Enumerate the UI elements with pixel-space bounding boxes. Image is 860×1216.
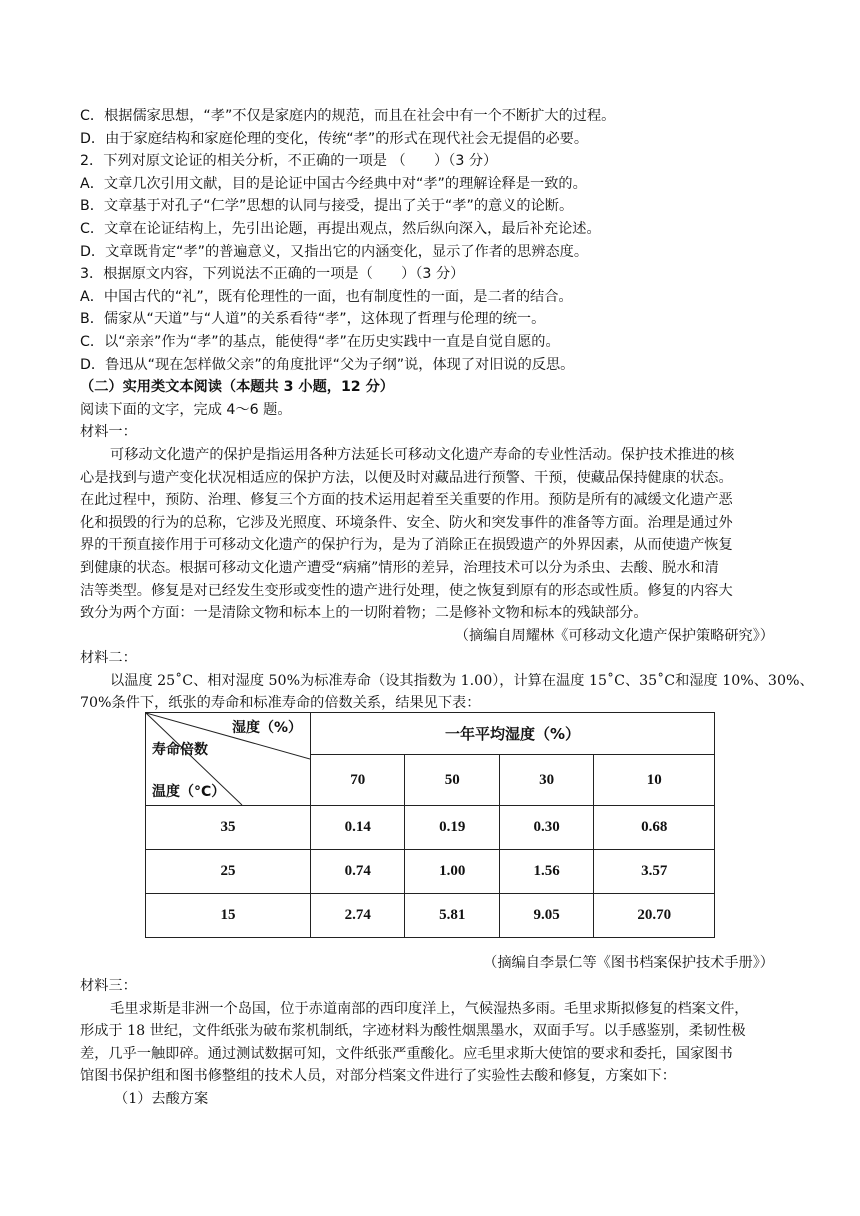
paper-life-table xyxy=(145,712,715,938)
option-line: D．由于家庭结构和家庭伦理的变化，传统“孝”的形式在现代社会无提倡的必要。 xyxy=(80,131,589,147)
source-citation: （摘编自周耀林《可移动文化遗产保护策略研究》） xyxy=(454,628,774,644)
option-line: C．根据儒家思想，“孝”不仅是家庭内的规范，而且在社会中有一个不断扩大的过程。 xyxy=(80,108,616,124)
table-corner-header xyxy=(146,713,311,806)
value-cell: 20.70 xyxy=(594,894,715,938)
value-cell: 0.19 xyxy=(405,806,499,850)
option-line: B．文章基于对孔子“仁学”思想的认同与接受，提出了关于“孝”的意义的论断。 xyxy=(80,198,574,214)
humidity-header: 50 xyxy=(405,755,499,806)
material3-line: 差，几乎一触即碎。通过测试数据可知，文件纸张严重酸化。应毛里求斯大使馆的要求和委托，国家图书 xyxy=(80,1046,733,1062)
material1-line: 心是找到与遗产变化状况相适应的保护方法，以便及时对藏品进行预警、干预，使藏品保持健康的状态。 xyxy=(80,470,733,486)
option-line: C．文章在论证结构上，先引出论题，再提出观点，然后纵向深入，最后补充论述。 xyxy=(80,221,601,237)
material1-line: 在此过程中，预防、治理、修复三个方面的技术运用起着至关重要的作用。预防是所有的减缓文化遗产恶 xyxy=(80,492,733,508)
value-cell: 5.81 xyxy=(405,894,499,938)
material3-line: 形成于 18 世纪，文件纸张为破布浆机制纸，字迹材料为酸性烟黑墨水，双面手写。以手感鉴别，柔韧性极 xyxy=(80,1023,746,1039)
value-cell: 3.57 xyxy=(594,850,715,894)
source-citation: （摘编自李景仁等《图书档案保护技术手册》） xyxy=(483,955,774,971)
humidity-header: 10 xyxy=(594,755,715,806)
option-line: D．鲁迅从“现在怎样做父亲”的角度批评“父为子纲”说，体现了对旧说的反思。 xyxy=(80,357,575,373)
material1-line: 可移动文化遗产的保护是指运用各种方法延长可移动文化遗产寿命的专业性活动。保护技术推进的核 xyxy=(110,447,735,463)
temperature-cell: 25 xyxy=(146,850,311,894)
material1-line: 化和损毁的行为的总称，它涉及光照度、环境条件、安全、防火和突发事件的准备等方面。治理是通过外 xyxy=(80,515,733,531)
option-line: A．文章几次引用文献，目的是论证中国古今经典中对“孝”的理解诠释是一致的。 xyxy=(80,176,587,192)
subsection-heading: （1）去酸方案 xyxy=(114,1091,209,1107)
option-line: A．中国古代的“礼”，既有伦理性的一面，也有制度性的一面，是二者的结合。 xyxy=(80,289,573,305)
material2-line: 70%条件下，纸张的寿命和标准寿命的倍数关系，结果见下表： xyxy=(80,695,481,711)
temperature-cell: 35 xyxy=(146,806,311,850)
humidity-axis-label: 湿度（%） xyxy=(231,720,302,736)
material-label: 材料三： xyxy=(80,978,137,994)
question-line: 3．根据原文内容，下列说法不正确的一项是（ ）（3 分） xyxy=(80,266,465,282)
material3-line: 毛里求斯是非洲一个岛国，位于赤道南部的西印度洋上，气候湿热多雨。毛里求斯拟修复的档案文件， xyxy=(110,1001,749,1017)
value-cell: 0.14 xyxy=(311,806,405,850)
humidity-group-header: 一年平均湿度（%） xyxy=(311,713,715,755)
table-row xyxy=(146,894,715,938)
question-line: 2．下列对原文论证的相关分析，不正确的一项是 （ ）（3 分） xyxy=(80,153,498,169)
value-cell: 2.74 xyxy=(311,894,405,938)
option-line: B．儒家从“天道”与“人道”的关系看待“孝”，这体现了哲理与伦理的统一。 xyxy=(80,311,546,327)
option-line: C．以“亲亲”作为“孝”的基点，能使得“孝”在历史实践中一直是自觉自愿的。 xyxy=(80,334,560,350)
material1-line: 致分为两个方面：一是清除文物和标本上的一切附着物；二是修补文物和标本的残缺部分。 xyxy=(80,605,648,621)
material1-line: 界的干预直接作用于可移动文化遗产的保护行为，是为了消除正在损毁遗产的外界因素，从而使遗产恢复 xyxy=(80,537,733,553)
material-label: 材料一： xyxy=(80,424,137,440)
material3-line: 馆图书保护组和图书修整组的技术人员，对部分档案文件进行了实验性去酸和修复，方案如下： xyxy=(80,1068,676,1084)
material-label: 材料二： xyxy=(80,650,137,666)
temperature-axis-label: 温度（°C） xyxy=(152,784,226,800)
temperature-cell: 15 xyxy=(146,894,311,938)
instruction-line: 阅读下面的文字，完成 4～6 题。 xyxy=(80,402,292,418)
section-heading: （二）实用类文本阅读（本题共 3 小题，12 分） xyxy=(80,379,394,395)
value-cell: 9.05 xyxy=(499,894,593,938)
humidity-header: 30 xyxy=(499,755,593,806)
value-cell: 1.56 xyxy=(499,850,593,894)
multiplier-label: 寿命倍数 xyxy=(152,742,208,758)
value-cell: 1.00 xyxy=(405,850,499,894)
value-cell: 0.74 xyxy=(311,850,405,894)
material1-line: 到健康的状态。根据可移动文化遗产遭受“病痛”情形的差异，治理技术可以分为杀虫、去酸、脱水和清 xyxy=(80,560,719,576)
material1-line: 洁等类型。修复是对已经发生变形或变性的遗产进行处理，使之恢复到原有的形态或性质。修复的内容大 xyxy=(80,583,733,599)
table-row xyxy=(146,850,715,894)
value-cell: 0.30 xyxy=(499,806,593,850)
table-row xyxy=(146,806,715,850)
option-line: D．文章既肯定“孝”的普遍意义，又指出它的内涵变化，显示了作者的思辨态度。 xyxy=(80,244,589,260)
material2-line: 以温度 25˚C、相对湿度 50%为标准寿命（设其指数为 1.00），计算在温度 15˚C、35˚C和湿度 10%、30%、 xyxy=(110,673,814,689)
value-cell: 0.68 xyxy=(594,806,715,850)
humidity-header: 70 xyxy=(311,755,405,806)
